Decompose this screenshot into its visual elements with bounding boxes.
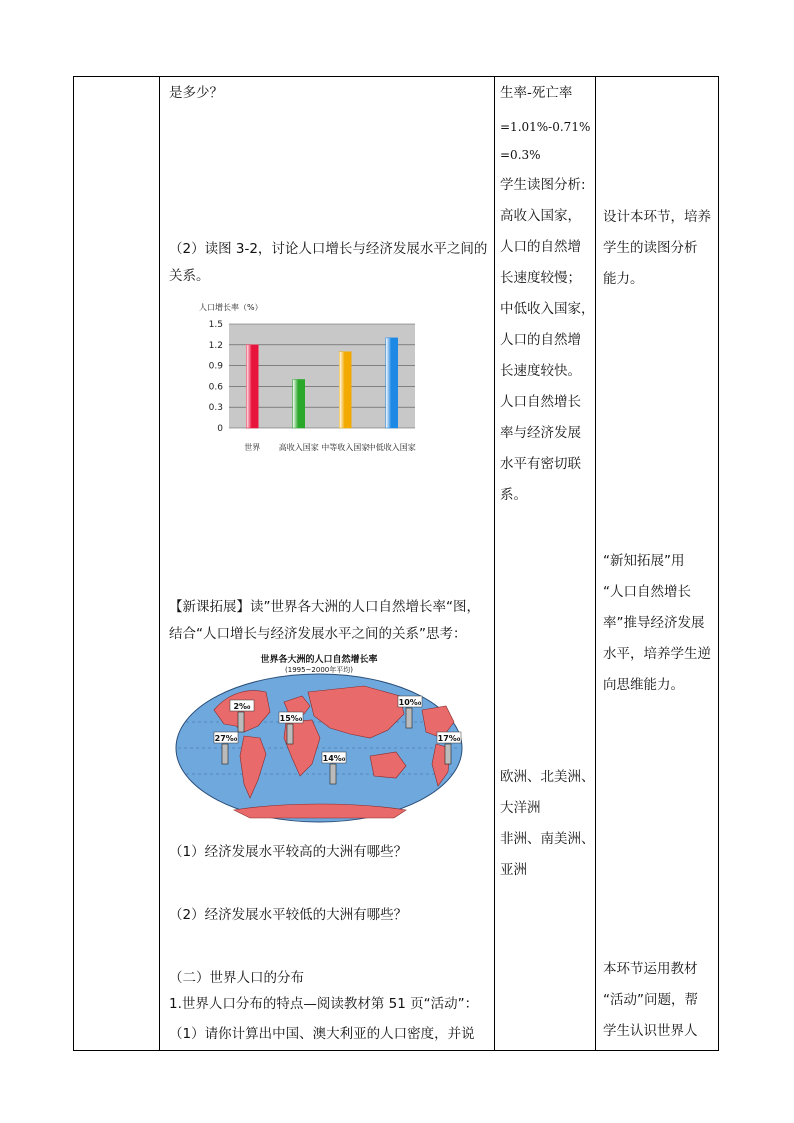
- lesson-table: [73, 76, 719, 1051]
- design-notes-column: [596, 76, 718, 1051]
- answer-low-line-1: 非洲、南美洲、: [500, 831, 595, 847]
- analysis-line-9: 率与经济发展: [500, 425, 581, 441]
- chart-x-tick-label: 中等收入国家: [321, 443, 370, 452]
- map-growth-bar: [238, 712, 244, 732]
- map-subtitle: (1995~2000年平均): [285, 666, 353, 674]
- chart-bar: [246, 345, 258, 428]
- analysis-line-8: 人口自然增长: [500, 394, 581, 410]
- chart-y-tick-label: 0: [217, 424, 223, 434]
- chart-y-tick-label: 0.3: [208, 403, 223, 414]
- analysis-line-7: 长速度较快。: [500, 363, 581, 379]
- analysis-line-6: 人口的自然增: [500, 332, 581, 348]
- analysis-line-4: 长速度较慢；: [500, 270, 581, 286]
- question-2-line1: （2）读图 3-2，讨论人口增长与经济发展水平之间的: [169, 241, 488, 257]
- map-growth-label: 2%₀: [233, 702, 251, 711]
- note2-line-5: 向思维能力。: [603, 677, 684, 693]
- analysis-line-5: 中低收入国家，: [500, 301, 595, 317]
- map-question-1: （1）经济发展水平较高的大洲有哪些？: [169, 844, 408, 860]
- content-column: [160, 76, 494, 1051]
- chart-y-tick-label: 1.5: [208, 320, 223, 330]
- extension-line1: 【新课拓展】读”世界各大洲的人口自然增长率“图，: [169, 599, 480, 615]
- note2-line-4: 水平，培养学生逆: [603, 646, 711, 662]
- chart-x-tick-label: 中低收入国家: [367, 443, 416, 452]
- map-growth-bar: [287, 724, 293, 744]
- note2-line-2: “人口自然增长: [603, 584, 691, 600]
- chart-x-tick-label: 世界: [244, 443, 261, 452]
- map-growth-label: 17%₀: [437, 734, 461, 743]
- analysis-line-10: 水平有密切联: [500, 456, 581, 472]
- formula-line-1: 生率-死亡率: [500, 85, 573, 101]
- note3-line-3: 学生认识世界人: [603, 1023, 698, 1039]
- map-growth-label: 15%₀: [279, 714, 303, 723]
- map-growth-bar: [406, 708, 412, 728]
- map-title: 世界各大洲的人口自然增长率: [260, 655, 378, 665]
- formula-line-3: =0.3%: [500, 148, 541, 162]
- note2-line-1: “新知拓展”用: [603, 553, 685, 569]
- chart-x-tick-label: 高收入国家: [278, 443, 319, 452]
- population-growth-bar-chart: [197, 302, 429, 458]
- chart-bar: [386, 338, 398, 428]
- chart-y-tick-label: 0.6: [208, 382, 223, 393]
- note1-line-1: 设计本环节，培养: [603, 209, 711, 225]
- answer-high-line-2: 大洋洲: [500, 800, 541, 816]
- note1-line-3: 能力。: [603, 271, 644, 287]
- table-right-border: [718, 76, 719, 1051]
- world-population-growth-map: [174, 652, 464, 824]
- table-left-border: [73, 76, 74, 1051]
- note1-line-2: 学生的读图分析: [603, 240, 698, 256]
- answer-low-line-2: 亚洲: [500, 862, 527, 878]
- map-growth-label: 10%₀: [398, 698, 422, 707]
- chart-bar: [339, 352, 351, 428]
- map-question-2: （2）经济发展水平较低的大洲有哪些？: [169, 907, 408, 923]
- section-title: （二）世界人口的分布: [169, 970, 304, 986]
- map-growth-bar: [330, 764, 336, 784]
- question-2-line2: 关系。: [169, 268, 210, 284]
- note2-line-3: 率”推导经济发展: [603, 615, 705, 631]
- chart-bar: [293, 379, 305, 428]
- analysis-line-11: 系。: [500, 487, 527, 503]
- student-column: [495, 76, 595, 1051]
- formula-line-2: =1.01%-0.71%: [500, 120, 591, 134]
- chart-y-tick-label: 1.2: [208, 340, 223, 351]
- analysis-line-3: 人口的自然增: [500, 239, 581, 255]
- map-growth-label: 14%₀: [322, 754, 346, 763]
- extension-line2: 结合“人口增长与经济发展水平之间的关系”思考：: [169, 626, 467, 642]
- point-1-question-1: （1）请你计算出中国、澳大利亚的人口密度，并说: [169, 1026, 475, 1042]
- map-growth-label: 27%₀: [214, 734, 238, 743]
- note3-line-2: “活动”问题，帮: [603, 992, 698, 1008]
- note3-line-1: 本环节运用教材: [603, 961, 698, 977]
- chart-y-axis-label: 人口增长率（%）: [199, 303, 263, 312]
- analysis-line-1: 学生读图分析:: [500, 177, 586, 193]
- point-1: 1.世界人口分布的特点—阅读教材第 51 页“活动”：: [169, 996, 479, 1012]
- map-growth-bar: [445, 744, 451, 764]
- map-growth-bar: [222, 744, 228, 764]
- analysis-line-2: 高收入国家，: [500, 208, 581, 224]
- question-tail: 是多少？: [169, 85, 223, 101]
- answer-high-line-1: 欧洲、北美洲、: [500, 769, 595, 785]
- chart-y-tick-label: 0.9: [208, 361, 223, 372]
